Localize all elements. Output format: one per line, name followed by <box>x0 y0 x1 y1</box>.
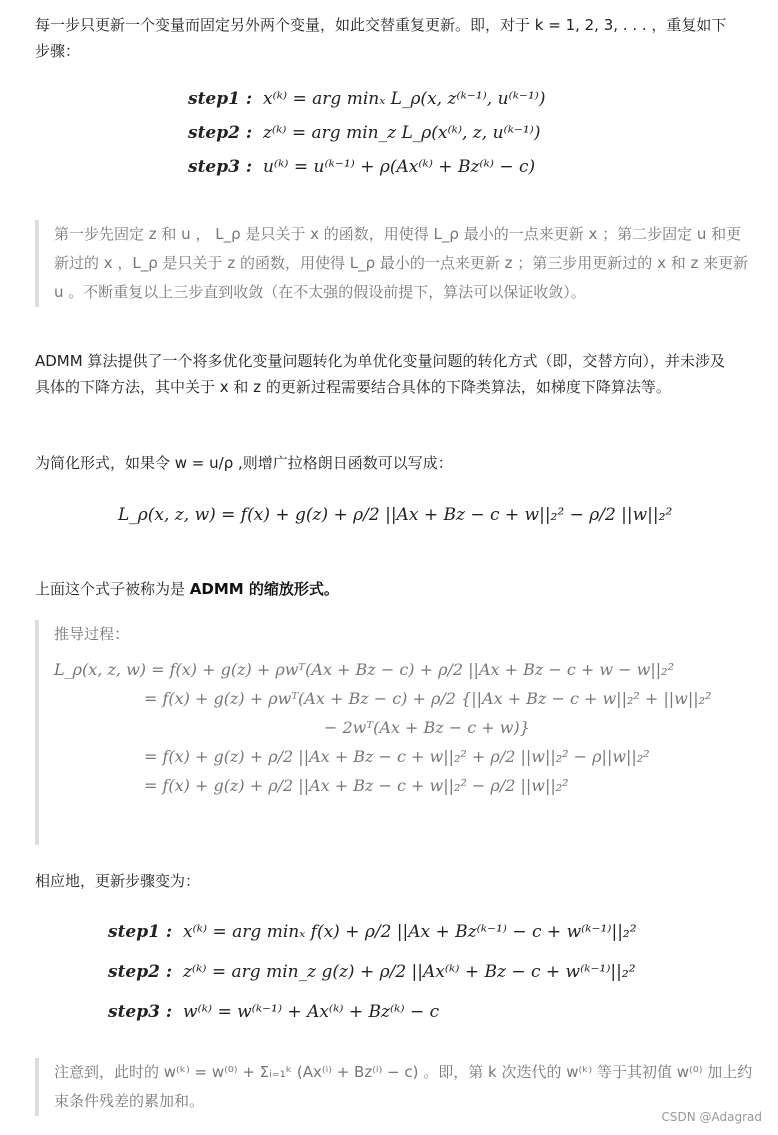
derivation-line: L_ρ(x, z, w) = f(x) + g(z) + ρwᵀ(Ax + Bz − c) + ρ/2 ||Ax + Bz − c + w − w||₂² <box>54 660 674 679</box>
derivation-title: 推导过程： <box>54 625 130 643</box>
scaled-update-steps-equation <box>108 912 637 1032</box>
step-expr: x⁽ᵏ⁾ = arg minₓ L_ρ(x, z⁽ᵏ⁻¹⁾, u⁽ᵏ⁻¹⁾) <box>262 89 546 109</box>
derivation-quote <box>35 620 754 845</box>
step-label: step1 : <box>108 922 173 942</box>
scaled-form-paragraph <box>35 576 735 602</box>
step-label: step3 : <box>188 157 253 177</box>
derivation-line: = f(x) + g(z) + ρwᵀ(Ax + Bz − c) + ρ/2 {||Ax + Bz − c + w||₂² + ||w||₂² <box>144 689 712 708</box>
explanation-quote: 第一步先固定 z 和 u ， L_ρ 是只关于 x 的函数，用使得 L_ρ 最小的一点来更新 x ；第二步固定 u 和更新过的 x ，L_ρ 是只关于 z 的函数，用使得 L_ρ 最小的一点来更新 z ；第三步用更新过的 x 和 z 来更新 u 。不断重复以上三步直到收敛（在不太强的假设前提下，算法可以保证收敛）。 <box>35 220 754 307</box>
admm-paragraph: ADMM 算法提供了一个将多优化变量问题转化为单优化变量问题的转化方式（即，交替方向），并未涉及具体的下降方法，其中关于 x 和 z 的更新过程需要结合具体的下降类算法，如梯度下降算法等。 <box>35 352 725 396</box>
step-expr: w⁽ᵏ⁾ = w⁽ᵏ⁻¹⁾ + Ax⁽ᵏ⁾ + Bz⁽ᵏ⁾ − c <box>182 1002 440 1022</box>
scaled-form-text: 上面这个式子被称为是 <box>35 580 190 598</box>
step-expr: x⁽ᵏ⁾ = arg minₓ f(x) + ρ/2 ||Ax + Bz⁽ᵏ⁻¹⁾ − c + w⁽ᵏ⁻¹⁾||₂² <box>182 922 637 942</box>
step-label: step3 : <box>108 1002 173 1022</box>
intro-paragraph: 每一步只更新一个变量而固定另外两个变量，如此交替重复更新。即，对于 k = 1, 2, 3, . . . ，重复如下步骤： <box>35 16 727 60</box>
step-expr: z⁽ᵏ⁾ = arg min_z g(z) + ρ/2 ||Ax⁽ᵏ⁾ + Bz − c + w⁽ᵏ⁻¹⁾||₂² <box>182 962 636 982</box>
scaled-lagrangian-equation: L_ρ(x, z, w) = f(x) + g(z) + ρ/2 ||Ax + Bz − c + w||₂² − ρ/2 ||w||₂² <box>118 505 673 525</box>
derivation-line: − 2wᵀ(Ax + Bz − c + w)} <box>324 718 530 737</box>
updated-steps-paragraph: 相应地，更新步骤变为： <box>35 872 201 890</box>
scaled-form-bold: ADMM 的缩放形式。 <box>189 580 339 598</box>
derivation-line: = f(x) + g(z) + ρ/2 ||Ax + Bz − c + w||₂² − ρ/2 ||w||₂² <box>144 776 569 795</box>
simplify-paragraph: 为简化形式，如果令 w = u/ρ ,则增广拉格朗日函数可以写成： <box>35 454 453 472</box>
step-label: step1 : <box>188 89 253 109</box>
note-quote: 注意到，此时的 w⁽ᵏ⁾ = w⁽⁰⁾ + Σᵢ₌₁ᵏ (Ax⁽ⁱ⁾ + Bz⁽ⁱ⁾ − c) 。即，第 k 次迭代的 w⁽ᵏ⁾ 等于其初值 w⁽⁰⁾ 加上约束条件残差的累加和。 <box>35 1058 754 1116</box>
step-expr: u⁽ᵏ⁾ = u⁽ᵏ⁻¹⁾ + ρ(Ax⁽ᵏ⁾ + Bz⁽ᵏ⁾ − c) <box>262 157 536 177</box>
step-label: step2 : <box>108 962 173 982</box>
step-label: step2 : <box>188 123 253 143</box>
watermark: CSDN @Adagrad <box>661 1110 762 1124</box>
step-expr: z⁽ᵏ⁾ = arg min_z L_ρ(x⁽ᵏ⁾, z, u⁽ᵏ⁻¹⁾) <box>262 123 541 143</box>
update-steps-equation <box>188 82 546 184</box>
derivation-line: = f(x) + g(z) + ρ/2 ||Ax + Bz − c + w||₂² + ρ/2 ||w||₂² − ρ||w||₂² <box>144 747 650 766</box>
